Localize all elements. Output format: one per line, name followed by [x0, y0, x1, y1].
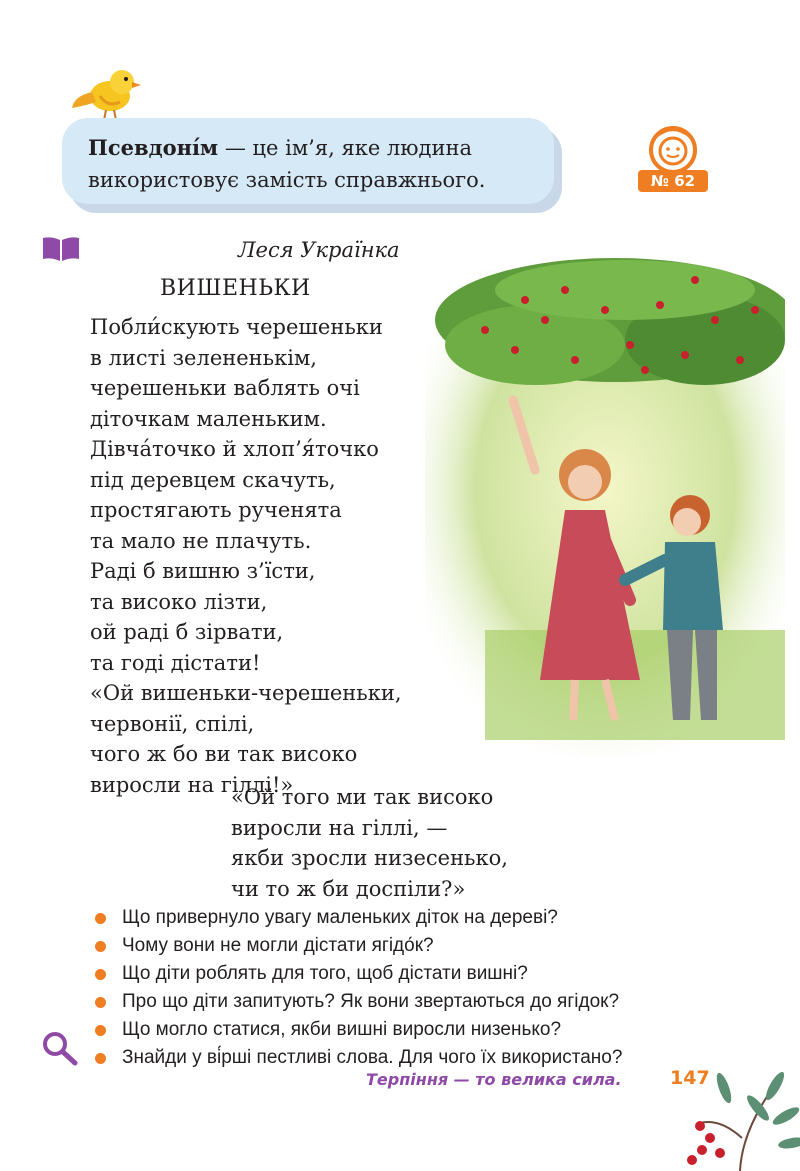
poem-line: під деревцем скачуть,	[90, 467, 336, 492]
berry-branch-decoration	[680, 1058, 800, 1171]
question-item	[92, 1016, 622, 1044]
question-item	[92, 1044, 622, 1072]
question-text: Знайди у ві́рші пестливі слова. Для чого їх використано?	[122, 1047, 623, 1068]
poem-line: та високо лізти,	[90, 589, 268, 614]
poem-line: чи то ж би доспіли?»	[231, 876, 466, 901]
poem-line: в листі зелененькім,	[90, 345, 317, 370]
reader-icon	[636, 124, 710, 210]
bullet-icon	[95, 1053, 106, 1064]
poem-line: чого ж бо ви так високо	[90, 742, 358, 766]
bullet-icon	[95, 913, 106, 924]
question-item	[92, 988, 622, 1016]
definition-text-2: використовує замість справжнього.	[88, 168, 486, 192]
cherry-tree-illustration	[425, 250, 785, 755]
poem-line: та годі дістати!	[90, 650, 261, 675]
definition-box	[62, 118, 554, 204]
definition-term: Псевдоні́м	[88, 135, 219, 160]
poem-line: діточкам маленьким.	[90, 406, 327, 431]
poem-line: простягають рученята	[90, 498, 342, 522]
poem-answer-stanza	[231, 782, 508, 904]
question-text: Що могло статися, якби вишні виросли низенько?	[122, 1019, 562, 1040]
question-list	[92, 904, 622, 1072]
bird-illustration	[70, 62, 142, 124]
question-item	[92, 960, 622, 988]
question-item	[92, 932, 622, 960]
poem-line: виросли на гіллі, —	[231, 815, 448, 840]
question-text: Про що діти запитують? Як вони звертаються до ягідок?	[122, 991, 620, 1012]
book-icon	[41, 236, 81, 262]
definition-line-1	[88, 132, 528, 164]
footer-motto: Терпіння — то велика сила.	[366, 1070, 622, 1089]
poem-line: якби зросли низесенько,	[231, 846, 508, 870]
definition-text-1: — це ім’я, яке людина	[218, 136, 472, 160]
question-text: Що діти роблять для того, щоб дістати вишні?	[122, 963, 528, 984]
poem-line: «Ой того ми так високо	[231, 785, 494, 809]
question-text: Чому вони не могли дістати ягідо́к?	[122, 935, 434, 956]
bullet-icon	[95, 1025, 106, 1036]
poem-line: черешеньки ваблять очі	[90, 376, 360, 400]
poem-line: та мало не плачуть.	[90, 528, 312, 553]
magnifier-icon	[40, 1030, 80, 1066]
poem-line: Побли́скують черешеньки	[90, 315, 383, 339]
poem-author: Леся Українка	[238, 238, 400, 262]
poem-line: «Ой вишеньки-черешеньки,	[90, 681, 402, 705]
page-number: 147	[670, 1067, 710, 1089]
poem-line: виросли на гіллі!»	[90, 772, 294, 797]
poem-body	[90, 312, 402, 800]
question-item	[92, 904, 622, 932]
bullet-icon	[95, 997, 106, 1008]
poem-line: червонії, спілі,	[90, 711, 255, 736]
bullet-icon	[95, 969, 106, 980]
poem-line: Дівча́точко й хлоп’я́точко	[90, 437, 379, 461]
question-text: Що привернуло увагу маленьких діток на дереві?	[122, 907, 558, 928]
bullet-icon	[95, 941, 106, 952]
poem-title: ВИШЕНЬКИ	[160, 276, 311, 301]
poem-line: Раді б вишню з’їсти,	[90, 559, 316, 583]
reader-number-badge: № 62	[638, 170, 708, 192]
poem-line: ой раді б зірвати,	[90, 620, 284, 644]
